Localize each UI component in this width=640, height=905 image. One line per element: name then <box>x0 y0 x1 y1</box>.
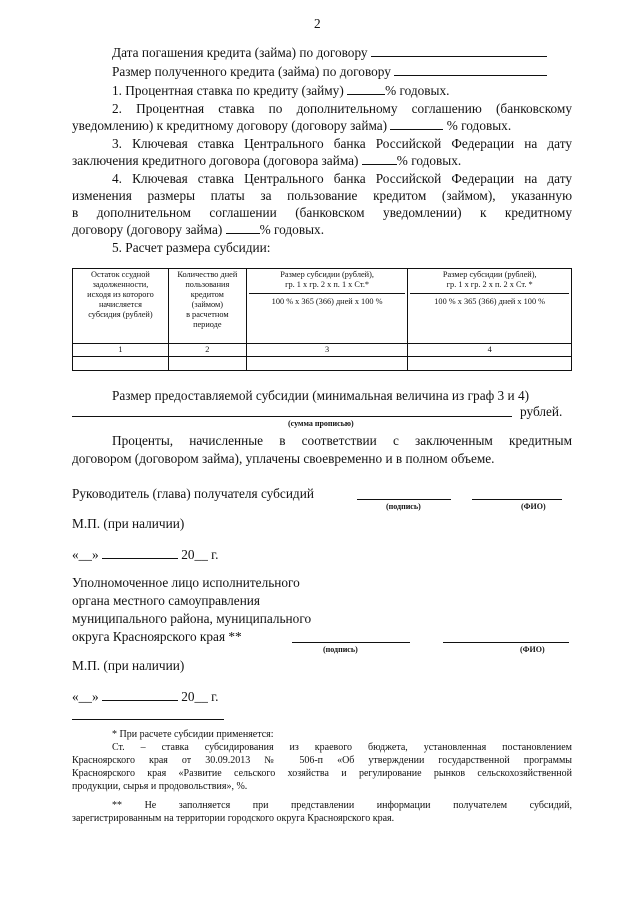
stamp-label-1: М.П. (при наличии) <box>72 516 185 531</box>
item4-line1: 4. Ключевая ставка Центрального банка Российской Федерации на дату <box>112 171 572 186</box>
col4-formula-numerator <box>410 270 569 294</box>
item3-label: заключения кредитного договора (договора займа) <box>72 153 359 168</box>
item4-line3: в дополнительном соглашении (банковском уведомлении) к кредитному <box>72 205 572 220</box>
official-line1: Уполномоченное лицо исполнительного <box>72 575 300 590</box>
loan-amount-label: Размер полученного кредита (займа) по договору <box>112 64 391 79</box>
subsidy-calc-table <box>72 268 572 371</box>
col2-header-line: кредитом <box>190 290 224 299</box>
item3-line2 <box>72 153 461 169</box>
official-fio-field[interactable] <box>443 642 569 643</box>
col2-header-line: пользования <box>185 280 230 289</box>
col1-header-line: исходя из которого <box>87 290 154 299</box>
footnote1-line3: Красноярского края «Развитие сельского хозяйства и регулирование рынков сельскохозяйственной <box>72 768 572 779</box>
col3-header <box>246 269 408 344</box>
table-data-row <box>73 357 572 371</box>
col-number-1: 1 <box>73 344 169 357</box>
table-cell-balance[interactable] <box>73 357 169 371</box>
col-number-3: 3 <box>246 344 408 357</box>
col4-header-line: гр. 1 x гр. 2 x п. 2 x Ст. * <box>446 280 533 289</box>
official-signature-field[interactable] <box>292 642 410 643</box>
date-month-field-2[interactable] <box>102 689 178 701</box>
item3-suffix: % годовых. <box>396 153 462 168</box>
col-number-4: 4 <box>408 344 572 357</box>
col2-header-line: периоде <box>193 320 222 329</box>
col1-header-line: начисляется <box>98 300 142 309</box>
table-header-row <box>73 269 572 344</box>
item4-line4 <box>72 222 324 238</box>
col2-header-line: Количество дней <box>177 270 238 279</box>
date-year-field[interactable]: 20__ г. <box>181 547 219 562</box>
item2-rate-field[interactable] <box>390 118 443 130</box>
item3-rate-field[interactable] <box>362 153 397 165</box>
table-cell-days[interactable] <box>168 357 246 371</box>
footnote1-line4: продукции, сырья и продовольствия», %. <box>72 781 248 792</box>
col4-header-line: Размер субсидии (рублей), <box>442 270 537 279</box>
head-signature-field[interactable] <box>357 499 451 500</box>
item4-suffix: % годовых. <box>259 222 325 237</box>
item2-line1: 2. Процентная ставка по дополнительному соглашению (банковскому <box>112 101 572 116</box>
subsidy-rub-label: рублей. <box>520 404 563 419</box>
official-line3: муниципального района, муниципального <box>72 611 312 626</box>
item1-rate-field[interactable] <box>347 83 385 95</box>
col3-header-line: гр. 1 x гр. 2 x п. 1 x Ст.* <box>285 280 370 289</box>
interest-paid-line1: Проценты, начисленные в соответствии с заключенным кредитным <box>112 433 572 448</box>
date-day-field-2[interactable]: «__» <box>72 689 99 704</box>
footnote2-line1: ** Не заполняется при представлении информации получателем субсидий, <box>112 800 572 811</box>
head-fio-caption: (ФИО) <box>521 502 546 511</box>
col3-header-line: Размер субсидии (рублей), <box>280 270 374 279</box>
item3-line1: 3. Ключевая ставка Центрального банка Российской Федерации на дату <box>112 136 572 151</box>
head-signature-label: Руководитель (глава) получателя субсидий <box>72 486 314 501</box>
col2-header-line: в расчетном <box>186 310 229 319</box>
page-number: 2 <box>314 16 321 31</box>
item4-line2: изменения размеры платы за пользование кредитом (займом), указанную <box>72 188 572 203</box>
official-fio-caption: (ФИО) <box>520 645 545 654</box>
item5-line: 5. Расчет размера субсидии: <box>112 240 271 255</box>
col1-header-line: субсидия (рублей) <box>88 310 153 319</box>
loan-amount-line <box>112 64 547 80</box>
repay-date-line <box>112 45 547 61</box>
col3-formula-denominator: 100 % x 365 (366) дней x 100 % <box>271 297 383 306</box>
col4-formula-denominator: 100 % x 365 (366) дней x 100 % <box>434 297 546 306</box>
subsidy-amount-line: Размер предоставляемой субсидии (минимальная величина из граф 3 и 4) <box>112 388 530 403</box>
loan-amount-field[interactable] <box>394 64 547 76</box>
col4-header <box>408 269 572 344</box>
footnote1-title: * При расчете субсидии применяется: <box>112 729 274 740</box>
item2-suffix: % годовых. <box>446 118 512 133</box>
date-day-field[interactable]: «__» <box>72 547 99 562</box>
item1-suffix: % годовых. <box>385 83 450 98</box>
date-year-field-2[interactable]: 20__ г. <box>181 689 219 704</box>
table-cell-subsidy1[interactable] <box>246 357 408 371</box>
official-line4: округа Красноярского края ** <box>72 629 242 644</box>
item2-line2 <box>72 118 511 134</box>
item2-label: уведомлению) к кредитному договору (договору займа) <box>72 118 388 133</box>
head-signature-caption: (подпись) <box>386 502 421 511</box>
footnote2-line2: зарегистрированным на территории городского округа Красноярского края. <box>72 813 395 824</box>
footnote1-line1: Ст. – ставка субсидирования из краевого бюджета, установленная постановлением <box>112 742 572 753</box>
item4-rate-field[interactable] <box>226 222 260 234</box>
footnote1-line2: Красноярского края от 30.09.2013 № 506-п «Об утверждении государственной программы <box>72 755 572 766</box>
stamp-label-2: М.П. (при наличии) <box>72 658 185 673</box>
head-fio-field[interactable] <box>472 499 562 500</box>
footnote-separator <box>72 719 224 720</box>
col1-header-line: задолженности, <box>92 280 149 289</box>
amount-in-words-caption: (сумма прописью) <box>288 419 354 428</box>
col2-header <box>168 269 246 344</box>
col2-header-line: (займом) <box>191 300 224 309</box>
item1-label: 1. Процентная ставка по кредиту (займу) <box>112 83 344 98</box>
item4-label: договору (договору займа) <box>72 222 223 237</box>
official-signature-caption: (подпись) <box>323 645 358 654</box>
official-line2: органа местного самоуправления <box>72 593 261 608</box>
item1-line <box>112 83 449 99</box>
col1-header <box>73 269 169 344</box>
subsidy-amount-field[interactable] <box>72 416 512 417</box>
date-line-2 <box>72 689 218 705</box>
table-number-row <box>73 344 572 357</box>
col-number-2: 2 <box>168 344 246 357</box>
interest-paid-line2: договором (договором займа), уплачены своевременно и в полном объеме. <box>72 451 495 466</box>
repay-date-field[interactable] <box>371 45 547 57</box>
date-month-field[interactable] <box>102 547 178 559</box>
date-line-1 <box>72 547 218 563</box>
repay-date-label: Дата погашения кредита (займа) по договору <box>112 45 368 60</box>
col3-formula-numerator <box>249 270 406 294</box>
col1-header-line: Остаток ссудной <box>91 270 150 279</box>
table-cell-subsidy2[interactable] <box>408 357 572 371</box>
